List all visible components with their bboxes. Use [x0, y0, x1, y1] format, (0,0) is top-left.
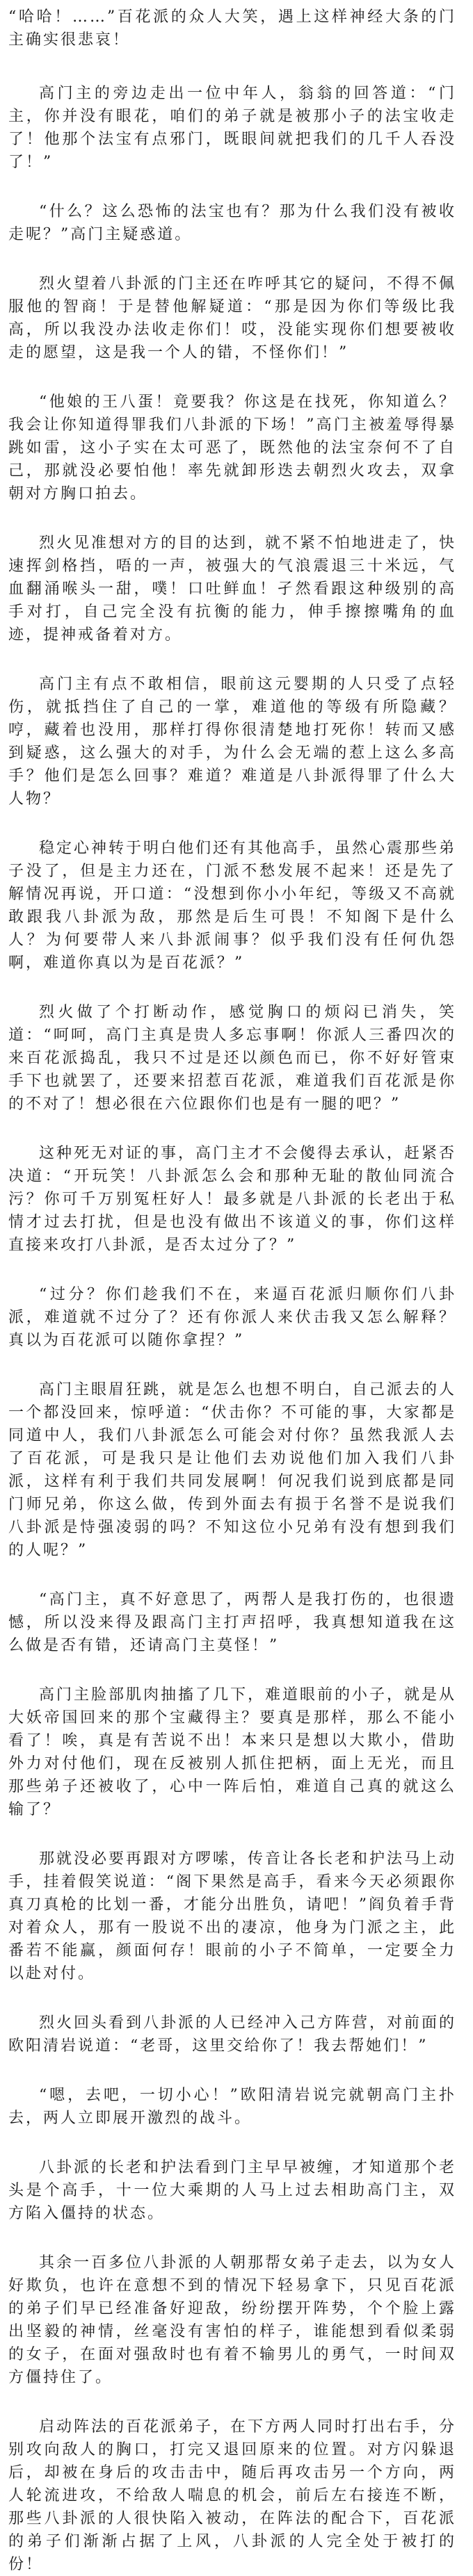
paragraph: “他娘的王八蛋！竟要我？你这是在找死，你知道么？我会让你知道得罪我们八卦派的下场！”高门主被羞辱得暴跳如雷，这小子实在太可恶了，既然他的法宝奈何不了自己，那就没必要怕他！率先就卸形迭去朝烈火攻去，双拿朝对方胸口拍去。	[8, 393, 456, 503]
paragraph: 稳定心神转于明白他们还有其他高手，虽然心震那些弟子没了，但是主力还在，门派不愁发展不起来！还是先了解情况再说，开口道：“没想到你小小年纪，等级又不高就敢跟我八卦派为敌，那然是后生可畏！不知阁下是什么人？为何要带人来八卦派闹事？似乎我们没有任何仇怨啊，难道你真以为是百花派？”	[8, 840, 457, 972]
paragraph: 那就没必要再跟对方啰嗦，传音让各长老和护法马上动手，挂着假笑说道：“阁下果然是高手，看来今天必须跟你真刀真枪的比划一番，才能分出胜负，请吧！”阎负着手背对着众人，那有一股说不出的凄凉，他身为门派之主，此番若不能赢，颜面何存！眼前的小子不简单，一定要全力以赴对付。	[8, 1850, 457, 1982]
paragraph: 八卦派的长老和护法看到门主早早被缠，才知道那个老头是个高手，十一位大乘期的人马上过去相助高门主，双方陷入僵持的状态。	[8, 2159, 457, 2222]
paragraph: 高门主的旁边走出一位中年人，翁翁的回答道：“门主，你并没有眼花，咱们的弟子就是被那小子的法宝收走了！他那个法宝有点邪门，既眼间就把我们的几千人吞没了！”	[8, 85, 456, 171]
paragraph: “高门主，真不好意思了，两帮人是我打伤的，也很遗憾，所以没来得及跟高门主打声招呼，我真想知道我在这么做是否有错，还请高门主莫怪！”	[8, 1591, 456, 1654]
paragraph: 启动阵法的百花派弟子，在下方两人同时打出右手，分别攻向敌人的胸口，打完又退回原来的位置。对方闪躲退后，却被在身后的攻击击中，随后再攻击另一个方向，两人轮流进攻，不给敌人喘息的机会，前后左右接连不断，那些八卦派的人很快陷入被动，在阵法的配合下，百花派的弟子们渐渐占据了上风，八卦派的人完全处于被打的份！	[8, 2418, 457, 2573]
paragraph: 其余一百多位八卦派的人朝那帮女弟子走去，以为女人好欺负，也许在意想不到的情况下轻易拿下，只见百花派的弟子们早已经准备好迎敌，纷纷摆开阵势，个个脸上露出坚毅的神情，丝毫没有害怕的样子，谁能想到看似柔弱的女子，在面对强敌时也有着不输男儿的勇气，一时间双方僵持住了。	[8, 2254, 457, 2386]
paragraph: “过分？你们趁我们不在，来逼百花派归顺你们八卦派，难道就不过分了？还有你派人来伏击我又怎么解释？真以为百花派可以随你拿捏？”	[8, 1286, 456, 1349]
paragraph: “哈哈！……”百花派的众人大笑，遇上这样神经大条的门主确实很悲哀！	[8, 8, 456, 49]
paragraph: 高门主有点不敢相信，眼前这元婴期的人只受了点轻伤，就抵挡住了自己的一掌，难道他的等级有所隐藏？哼，藏着也没用，那样打得你很清楚地打死你！转而又感到疑惑，这么强大的对手，为什么会无端的惹上这么多高手？他们是怎么回事？难道？难道是八卦派得罪了什么大人物？	[8, 676, 456, 808]
paragraph: 这种死无对证的事，高门主才不会傻得去承认，赶紧否决道：“开玩笑！八卦派怎么会和那种无耻的散仙同流合污？你可千万别冤枉好人！最多就是八卦派的长老出于私情才过去打扰，但是也没有做出不该道义的事，你们这样直接来攻打八卦派，是否太过分了？”	[8, 1145, 457, 1254]
paragraph: 烈火做了个打断动作，感觉胸口的烦闷已消失，笑道：“呵呵，高门主真是贵人多忘事啊！你派人三番四次的来百花派捣乱，我只不过是还以颜色而已，你不好好管束手下也就罢了，还要来招惹百花派，难道我们百花派是你的不对了！想必很在六位跟你们也是有一腿的吧？”	[8, 1004, 456, 1113]
paragraph: “什么？这么恐怖的法宝也有？那为什么我们没有被收走呢？”高门主疑惑道。	[8, 203, 456, 243]
paragraph: 烈火回头看到八卦派的人已经冲入己方阵营，对前面的欧阳清岩说道：“老哥，这里交给你了！我去帮她们！”	[8, 2014, 457, 2055]
paragraph: 高门主脸部肌肉抽搐了几下，难道眼前的小子，就是从大妖帝国回来的那个宝藏得主？要真是那样，那么不能小看了！唉，真是有苦说不出！本来只是想以大欺小，借助外力对付他们，现在反被别人抓住把柄，面上无光，而且那些弟子还被收了，心中一阵后怕，难道自己真的就这么输了？	[8, 1686, 457, 1818]
paragraph: 烈火见准想对方的目的达到，就不紧不怕地进走了，快速挥剑格挡，唔的一声，被强大的气浪震退三十米远，气血翻涌喉头一甜，噗！口吐鲜血！孑然看跟这种级别的高手对打，自己完全没有抗衡的能力，伸手擦擦嘴角的血迹，提神戒备着对方。	[8, 535, 457, 644]
paragraph: 烈火望着八卦派的门主还在咋呼其它的疑问，不得不佩服他的智商！于是替他解疑道：“那是因为你们等级比我高，所以我没办法收走你们！哎，没能实现你们想要被收走的愿望，这是我一个人的错，不怪你们！”	[8, 275, 457, 361]
paragraph: 高门主眼眉狂跳，就是怎么也想不明白，自己派去的人一个都没回来，惊呼道：“伏击你？不可能的事，大家都是同道中人，我们八卦派怎么可能会对付你？虽然我派人去了百花派，可是我只是让他们去劝说他们加入我们八卦派，这样有利于我们共同发展啊！何况我们说到底都是同门师兄弟，你这么做，传到外面去有损于名誉不是说我们八卦派是恃强凌弱的吗？不知这位小兄弟有没有想到我们的人呢？”	[8, 1381, 457, 1559]
paragraph: “嗯，去吧，一切小心！”欧阳清岩说完就朝高门主扑去，两人立即展开激烈的战斗。	[8, 2087, 456, 2127]
